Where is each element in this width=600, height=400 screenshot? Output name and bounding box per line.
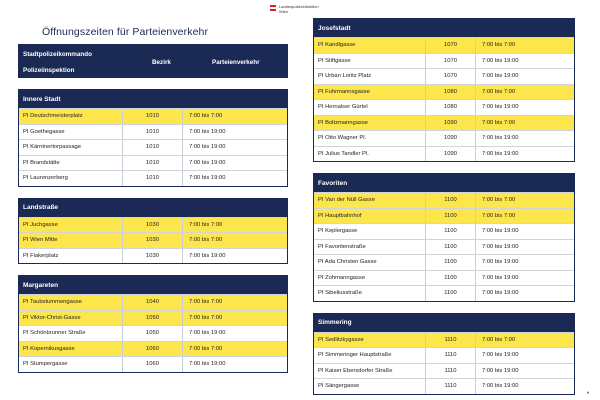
station-name: PI Kaiser Ebersdorfer Straße <box>314 364 426 379</box>
station-name: PI Van der Nüll Gasse <box>314 193 426 208</box>
district-code: 1090 <box>426 116 476 131</box>
logo-text <box>279 4 319 14</box>
district-code: 1080 <box>426 85 476 100</box>
section-josefstadt <box>313 18 575 162</box>
table-row <box>19 124 287 140</box>
table-row <box>314 332 574 348</box>
opening-hours: 7:00 bis 7:00 <box>482 336 516 343</box>
district-code: 1100 <box>426 209 476 224</box>
district-code: 1090 <box>426 147 476 162</box>
district-code: 1070 <box>426 54 476 69</box>
table-row <box>19 170 287 186</box>
header-col1-line1: Stadtpolizeikommando <box>23 51 92 58</box>
table-row <box>19 217 287 233</box>
station-name: PI Fiakerplatz <box>19 249 123 264</box>
table-row <box>314 146 574 162</box>
opening-hours: 7:00 bis 19:00 <box>189 361 226 368</box>
opening-hours: 7:00 bis 19:00 <box>482 104 519 111</box>
table-row <box>314 208 574 224</box>
station-name: PI Viktor-Christ-Gasse <box>19 311 123 326</box>
section-margareten <box>18 275 288 373</box>
table-row <box>314 99 574 115</box>
district-code: 1010 <box>123 171 183 186</box>
district-code: 1100 <box>426 240 476 255</box>
station-name: PI Hernalser Gürtel <box>314 100 426 115</box>
station-name: PI Laurenzerberg <box>19 171 123 186</box>
header-col1-line2: Polizeiinspektion <box>23 67 75 74</box>
table-row <box>19 325 287 341</box>
opening-hours: 7:00 bis 7:00 <box>482 119 516 126</box>
station-name: PI Stumpergasse <box>19 357 123 372</box>
opening-hours: 7:00 bis 7:00 <box>189 113 223 120</box>
district-code: 1110 <box>426 379 476 394</box>
section-heading: Margareten <box>19 276 287 294</box>
table-row <box>314 53 574 69</box>
opening-hours: 7:00 bis 19:00 <box>482 57 519 64</box>
table-row <box>314 37 574 53</box>
station-name: PI Schönbrunner Straße <box>19 326 123 341</box>
table-row <box>314 68 574 84</box>
opening-hours: 7:00 bis 19:00 <box>482 243 519 250</box>
opening-hours: 7:00 bis 7:00 <box>482 88 516 95</box>
district-code: 1050 <box>123 326 183 341</box>
opening-hours: 7:00 bis 19:00 <box>482 73 519 80</box>
district-code: 1030 <box>123 218 183 233</box>
opening-hours: 7:00 bis 19:00 <box>189 128 226 135</box>
section-heading: Favoriten <box>314 174 574 192</box>
station-name: PI Deutschmeisterplatz <box>19 109 123 124</box>
table-row <box>314 223 574 239</box>
station-name: PI Keplergasse <box>314 224 426 239</box>
station-name: PI Taubstummengasse <box>19 295 123 310</box>
opening-hours: 7:00 bis 19:00 <box>482 383 519 390</box>
table-row <box>19 310 287 326</box>
station-name: PI Simmeringer Hauptstraße <box>314 348 426 363</box>
district-code: 1110 <box>426 348 476 363</box>
opening-hours: 7:00 bis 19:00 <box>482 228 519 235</box>
right-sections <box>313 18 575 395</box>
opening-hours: 7:00 bis 7:00 <box>189 345 223 352</box>
opening-hours: 7:00 bis 19:00 <box>189 159 226 166</box>
opening-hours: 7:00 bis 19:00 <box>482 259 519 266</box>
station-name: PI Kärntnertorpassage <box>19 140 123 155</box>
opening-hours: 7:00 bis 19:00 <box>482 150 519 157</box>
station-name: PI Brandstätte <box>19 156 123 171</box>
table-row <box>314 192 574 208</box>
table-row <box>314 254 574 270</box>
table-header <box>18 44 288 78</box>
district-code: 1110 <box>426 333 476 348</box>
table-row <box>19 108 287 124</box>
district-code: 1090 <box>426 131 476 146</box>
district-code: 1010 <box>123 125 183 140</box>
district-code: 1070 <box>426 69 476 84</box>
table-row <box>19 232 287 248</box>
section-heading: Innere Stadt <box>19 90 287 108</box>
table-row <box>19 155 287 171</box>
table-row <box>314 84 574 100</box>
table-row <box>314 115 574 131</box>
table-row <box>314 239 574 255</box>
district-code: 1040 <box>123 295 183 310</box>
station-name: PI Hauptbahnhof <box>314 209 426 224</box>
district-code: 1030 <box>123 233 183 248</box>
opening-hours: 7:00 bis 7:00 <box>482 197 516 204</box>
logo-line1: Landespolizeidirektion <box>279 4 319 9</box>
district-code: 1050 <box>123 311 183 326</box>
district-code: 1010 <box>123 109 183 124</box>
district-code: 1100 <box>426 224 476 239</box>
station-name: PI Stiftgasse <box>314 54 426 69</box>
section-simmering <box>313 313 575 395</box>
table-row <box>314 378 574 394</box>
station-name: PI Juchgasse <box>19 218 123 233</box>
station-name: PI Wien Mitte <box>19 233 123 248</box>
left-sections <box>18 89 288 373</box>
page-title: Öffnungszeiten für Parteienverkehr <box>42 26 209 38</box>
left-column <box>18 44 288 384</box>
opening-hours: 7:00 bis 19:00 <box>189 330 226 337</box>
section-landstra-e <box>18 198 288 265</box>
table-row <box>314 270 574 286</box>
station-name: PI Sängergasse <box>314 379 426 394</box>
district-code: 1030 <box>123 249 183 264</box>
district-code: 1100 <box>426 286 476 301</box>
table-row <box>19 248 287 264</box>
right-column <box>313 18 575 400</box>
district-code: 1060 <box>123 357 183 372</box>
opening-hours: 7:00 bis 7:00 <box>482 212 516 219</box>
district-code: 1110 <box>426 364 476 379</box>
table-row <box>19 341 287 357</box>
page-marker-icon: ◐ <box>586 390 590 396</box>
section-heading: Simmering <box>314 314 574 332</box>
station-name: PI Boltzmanngasse <box>314 116 426 131</box>
station-name: PI Ada Christen Gasse <box>314 255 426 270</box>
section-favoriten <box>313 173 575 302</box>
station-name: PI Zohmanngasse <box>314 271 426 286</box>
opening-hours: 7:00 bis 7:00 <box>189 299 223 306</box>
station-name: PI Favoritenstraße <box>314 240 426 255</box>
district-code: 1080 <box>426 100 476 115</box>
table-row <box>314 285 574 301</box>
district-code: 1100 <box>426 193 476 208</box>
opening-hours: 7:00 bis 19:00 <box>482 274 519 281</box>
station-name: PI Julius Tandler Pl. <box>314 147 426 162</box>
district-code: 1010 <box>123 156 183 171</box>
station-name: PI Sedlitzkygasse <box>314 333 426 348</box>
station-name: PI Fuhrmannsgasse <box>314 85 426 100</box>
district-code: 1010 <box>123 140 183 155</box>
district-code: 1100 <box>426 255 476 270</box>
station-name: PI Goethegasse <box>19 125 123 140</box>
austria-flag-icon <box>270 5 276 11</box>
station-name: PI Kandlgasse <box>314 38 426 53</box>
header-col2: Bezirk <box>152 59 171 66</box>
table-row <box>19 356 287 372</box>
lpd-logo <box>270 4 319 14</box>
opening-hours: 7:00 bis 19:00 <box>482 367 519 374</box>
table-row <box>19 294 287 310</box>
section-innere-stadt <box>18 89 288 187</box>
district-code: 1100 <box>426 271 476 286</box>
station-name: PI Otto Wagner Pl. <box>314 131 426 146</box>
opening-hours: 7:00 bis 19:00 <box>482 135 519 142</box>
district-code: 1070 <box>426 38 476 53</box>
section-heading: Landstraße <box>19 199 287 217</box>
table-row <box>314 130 574 146</box>
district-code: 1060 <box>123 342 183 357</box>
table-row <box>314 347 574 363</box>
table-row <box>19 139 287 155</box>
opening-hours: 7:00 bis 7:00 <box>189 314 223 321</box>
logo-line2: Wien <box>279 9 289 14</box>
opening-hours: 7:00 bis 7:00 <box>189 237 223 244</box>
opening-hours: 7:00 bis 19:00 <box>189 144 226 151</box>
station-name: PI Sibeliusstraße <box>314 286 426 301</box>
table-row <box>314 363 574 379</box>
station-name: PI Kopernikusgasse <box>19 342 123 357</box>
opening-hours: 7:00 bis 7:00 <box>189 221 223 228</box>
opening-hours: 7:00 bis 19:00 <box>189 175 226 182</box>
station-name: PI Urban Loritz Platz <box>314 69 426 84</box>
opening-hours: 7:00 bis 19:00 <box>482 352 519 359</box>
header-col3: Parteienverkehr <box>212 59 260 66</box>
opening-hours: 7:00 bis 7:00 <box>482 42 516 49</box>
section-heading: Josefstadt <box>314 19 574 37</box>
opening-hours: 7:00 bis 19:00 <box>189 252 226 259</box>
opening-hours: 7:00 bis 19:00 <box>482 290 519 297</box>
